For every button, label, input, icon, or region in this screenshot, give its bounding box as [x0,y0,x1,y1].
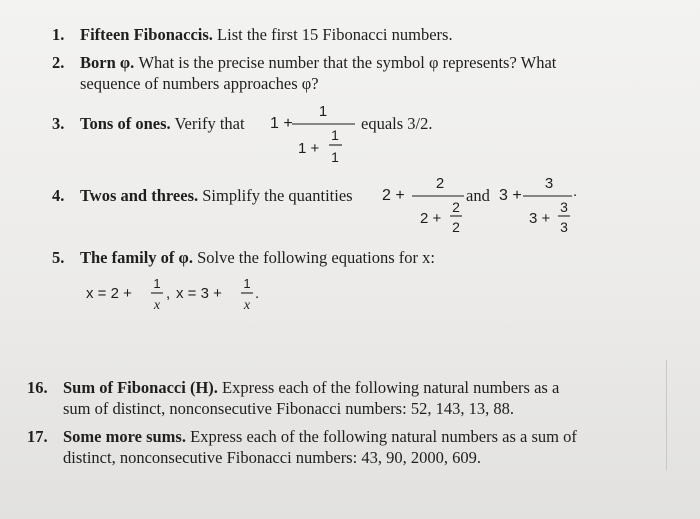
inner-numerator: 3 [560,199,568,215]
equation-1-numerator: 1 [153,276,161,291]
fraction-numerator: 1 [318,103,328,120]
problem-5 [52,247,435,268]
problem-number: 2. [52,53,65,72]
problem-text: Solve the following equations for x: [197,248,435,267]
problem-2-continued [80,73,319,94]
conjunction-text: and [466,186,490,205]
problem-17 [27,426,577,447]
problem-2 [52,52,556,73]
problem-text: Simplify the quantities [202,186,353,205]
problem-title: Fifteen Fibonaccis. [80,25,213,44]
problem-title: The family of φ. [80,248,193,267]
problem-16-continued [63,398,514,419]
equation-1-lhs: x = 2 + [86,285,132,302]
phi-family-equations [86,274,286,320]
problem-number: 3. [52,114,65,133]
continued-fraction-twos [382,170,462,248]
inner-lead: 1 + [298,140,320,157]
continued-fraction-threes [499,170,579,248]
problem-17-continued [63,447,481,468]
equation-1-denominator: x [153,298,161,313]
problem-text: Express each of the following natural numbers as a sum of [190,427,577,446]
math-lead: 2 + [382,187,405,204]
inner-denominator: 2 [452,219,460,235]
continued-fraction-ones [270,98,360,176]
problem-number: 5. [52,248,65,267]
problem-4-and [466,185,490,206]
problem-number: 17. [27,427,48,446]
end-period: . [573,183,578,200]
problem-title: Some more sums. [63,427,186,446]
equation-comma: , [166,285,171,302]
problem-text: sum of distinct, nonconsecutive Fibonacci numbers: 52, 143, 13, 88. [63,399,514,418]
fraction-numerator: 2 [435,175,445,192]
inner-numerator: 1 [331,127,339,143]
problem-text: Express each of the following natural numbers as a [222,378,560,397]
equation-2-denominator: x [243,298,251,313]
inner-lead: 2 + [420,210,442,227]
inner-denominator: 1 [331,149,339,165]
problem-text: What is the precise number that the symbol φ represents? What [138,53,557,72]
problem-text: Verify that [174,114,245,133]
problem-number: 1. [52,25,65,44]
math-lead: 3 + [499,187,522,204]
problem-title: Tons of ones. [80,114,171,133]
fraction-numerator: 3 [544,175,554,192]
problem-text: equals 3/2. [361,114,433,133]
problem-text: sequence of numbers approaches φ? [80,74,319,93]
problem-1 [52,24,453,45]
margin-rule [666,360,667,470]
problem-title: Sum of Fibonacci (H). [63,378,218,397]
problem-3-tail [361,113,433,134]
problem-number: 4. [52,186,65,205]
problem-16 [27,377,559,398]
problem-4 [52,185,353,206]
math-lead: 1 + [270,115,293,132]
equation-2-lhs: x = 3 + [176,285,222,302]
problem-title: Twos and threes. [80,186,199,205]
equation-end-period: . [255,285,260,302]
inner-denominator: 3 [560,219,568,235]
problem-number: 16. [27,378,48,397]
problem-3 [52,113,245,134]
equation-2-numerator: 1 [243,276,251,291]
inner-numerator: 2 [452,199,460,215]
problem-text: List the first 15 Fibonacci numbers. [217,25,453,44]
problem-text: distinct, nonconsecutive Fibonacci numbers: 43, 90, 2000, 609. [63,448,481,467]
inner-lead: 3 + [529,210,551,227]
problem-title: Born φ. [80,53,135,72]
